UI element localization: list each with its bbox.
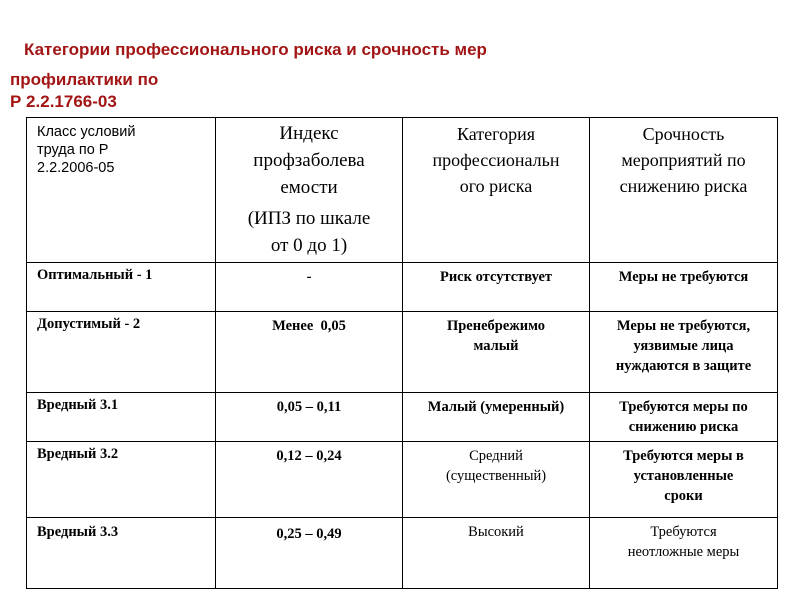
page-title-line-2: профилактики по [10,70,159,89]
cell-text-line: уязвимые лица [633,338,734,354]
cell-text-line: (существенный) [445,468,547,484]
cell-work-class: Вредный 3.2 [27,442,216,518]
table-row [27,518,778,589]
cell-text-line: снижению риска [628,419,739,435]
cell-text-line: неотложные меры [627,544,740,560]
cell-text-line: установленные [633,468,734,484]
header-text-line: от 0 до 1) [270,235,348,256]
cell-text-line: Требуются меры по [619,399,748,415]
header-text-line: профзаболева [253,150,365,171]
table-header-row [27,118,778,263]
cell-risk-category [403,312,590,393]
cell-work-class: Вредный 3.1 [27,393,216,442]
header-work-conditions-class [27,118,216,263]
cell-measures-urgency [590,393,778,442]
header-risk-category [403,118,590,263]
cell-work-class: Вредный 3.3 [27,518,216,589]
cell-text-line: Меры не требуются [618,269,749,285]
table-row [27,442,778,518]
header-text-line: Класс условий [37,124,136,140]
cell-risk-category [403,393,590,442]
cell-measures-urgency [590,263,778,312]
header-text-line: мероприятий по [621,150,746,170]
cell-risk-category [403,263,590,312]
header-text-line: (ИПЗ по шкале [247,208,371,229]
page-title-continuation [10,69,158,113]
cell-disease-index: 0,25 – 0,49 [216,518,403,589]
cell-measures-urgency [590,518,778,589]
header-occupational-disease-index [216,118,403,263]
cell-text-line: Риск отсутствует [439,269,553,285]
page-title-line-3: Р 2.2.1766-03 [10,92,117,111]
header-text-line: емости [280,177,338,198]
header-text-line: Индекс [279,123,339,144]
cell-disease-index: 0,05 – 0,11 [216,393,403,442]
cell-text-line: Средний [469,448,523,464]
cell-work-class: Оптимальный - 1 [27,263,216,312]
cell-work-class: Допустимый - 2 [27,312,216,393]
cell-text-line: Меры не требуются, [616,318,751,334]
header-text-line: профессиональн [432,150,560,170]
table-row [27,312,778,393]
page-title-line-1: Категории профессионального риска и срочность мер [24,40,487,59]
cell-text-line: Высокий [468,524,524,540]
header-text-line: снижению риска [619,176,748,196]
header-text-line: Категория [457,124,535,144]
cell-measures-urgency [590,442,778,518]
cell-text-line: Пренебрежимо [446,318,546,334]
risk-category-table [26,117,778,589]
header-text-line: труда по Р [37,142,109,158]
cell-disease-index: - [216,263,403,312]
cell-text-line: сроки [664,488,703,504]
header-text-line: Срочность [642,124,725,144]
cell-measures-urgency [590,312,778,393]
cell-disease-index: 0,12 – 0,24 [216,442,403,518]
table-row [27,393,778,442]
header-text-line: ого риска [459,176,533,196]
cell-text-line: малый [473,338,519,354]
cell-risk-category [403,518,590,589]
cell-disease-index: Менее 0,05 [216,312,403,393]
cell-text-line: Требуются меры в [623,448,744,464]
header-measures-urgency [590,118,778,263]
table-row [27,263,778,312]
cell-text-line: нуждаются в защите [615,358,752,374]
header-text-line: 2.2.2006-05 [37,160,115,176]
cell-text-line: Требуются [650,524,717,540]
cell-risk-category [403,442,590,518]
cell-text-line: Малый (умеренный) [427,399,565,415]
